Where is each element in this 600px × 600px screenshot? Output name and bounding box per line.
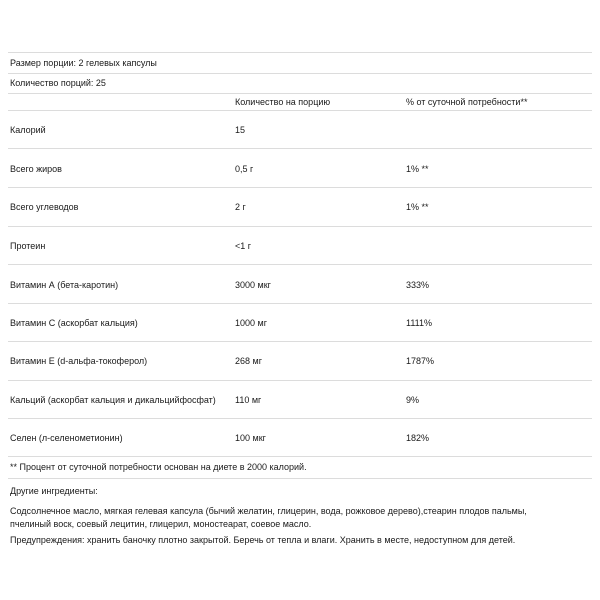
nutrient-amount: 0,5 г bbox=[235, 164, 254, 174]
warnings-text: Предупреждения: хранить баночку плотно закрытой. Беречь от тепла и влаги. Хранить в месте, недоступном для детей. bbox=[10, 535, 516, 545]
servings-count: Количество порций: 25 bbox=[10, 78, 106, 88]
divider bbox=[8, 341, 592, 342]
nutrient-daily: 1787% bbox=[406, 356, 435, 366]
nutrient-name: Кальций (аскорбат кальция и дикальцийфосфат) bbox=[10, 395, 216, 405]
nutrient-amount: <1 г bbox=[235, 241, 252, 251]
nutrient-daily: 1% ** bbox=[406, 164, 429, 174]
divider bbox=[8, 148, 592, 149]
nutrient-name: Всего жиров bbox=[10, 164, 62, 174]
nutrient-name: Витамин Е (d-альфа-токоферол) bbox=[10, 356, 148, 366]
nutrient-amount: 100 мкг bbox=[235, 433, 266, 443]
serving-size: Размер порции: 2 гелевых капсулы bbox=[10, 58, 157, 68]
divider bbox=[8, 187, 592, 188]
nutrient-daily: 1111% bbox=[406, 318, 433, 328]
divider bbox=[8, 73, 592, 74]
divider bbox=[8, 380, 592, 381]
nutrient-amount: 2 г bbox=[235, 202, 246, 212]
divider bbox=[8, 303, 592, 304]
divider bbox=[8, 418, 592, 419]
divider bbox=[8, 478, 592, 479]
nutrient-amount: 110 мг bbox=[235, 395, 262, 405]
divider bbox=[8, 456, 592, 457]
nutrient-daily: 9% bbox=[406, 395, 420, 405]
divider bbox=[8, 264, 592, 265]
nutrient-name: Протеин bbox=[10, 241, 46, 251]
ingredients-text: Содсолнечное масло, мягкая гелевая капсула (бычий желатин, глицерин, вода, рожковое дерево),стеарин плодов пальмы, пчелиный воск, соевый лецитин, глицерил, моностеарат, соевое масло. bbox=[10, 506, 527, 529]
nutrient-daily: 182% bbox=[406, 433, 430, 443]
nutrient-amount: 15 bbox=[235, 125, 246, 135]
nutrient-amount: 1000 мг bbox=[235, 318, 267, 328]
divider bbox=[8, 52, 592, 53]
nutrient-name: Всего углеводов bbox=[10, 202, 79, 212]
nutrient-name: Калорий bbox=[10, 125, 46, 135]
nutrient-amount: 3000 мкг bbox=[235, 280, 271, 290]
nutrient-daily: 333% bbox=[406, 280, 430, 290]
daily-value-footnote: ** Процент от суточной потребности основан на диете в 2000 калорий. bbox=[10, 462, 307, 472]
divider bbox=[8, 110, 592, 111]
nutrient-daily: 1% ** bbox=[406, 202, 429, 212]
nutrient-amount: 268 мг bbox=[235, 356, 262, 366]
nutrient-name: Селен (л-селенометионин) bbox=[10, 433, 123, 443]
ingredients-title: Другие ингредиенты: bbox=[10, 486, 98, 496]
nutrient-name: Витамин С (аскорбат кальция) bbox=[10, 318, 138, 328]
column-header-daily: % от суточной потребности** bbox=[406, 97, 528, 107]
nutrient-name: Витамин А (бета-каротин) bbox=[10, 280, 119, 290]
divider bbox=[8, 93, 592, 94]
column-header-amount: Количество на порцию bbox=[235, 97, 331, 107]
divider bbox=[8, 226, 592, 227]
